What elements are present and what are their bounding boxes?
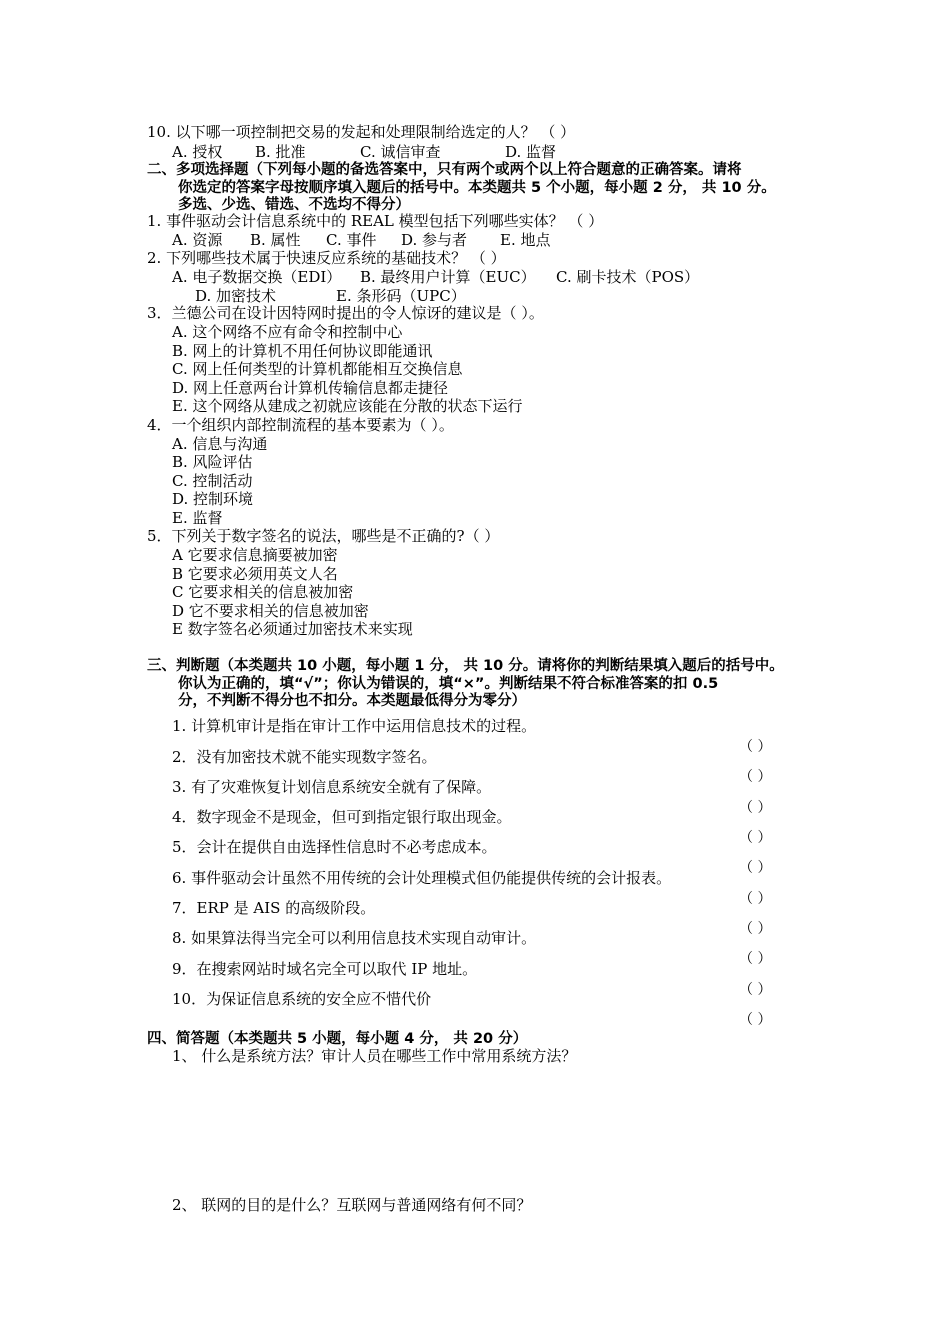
tf-answer-blank-6[interactable]: （ ）	[739, 891, 772, 907]
q10-option-b: B. 批准	[255, 143, 306, 161]
section-2-heading-line-3: 多选、少选、错选、不选均不得分）	[178, 197, 410, 213]
mc-question-2: 2. 下列哪些技术属于快速反应系统的基础技术？ （ ）	[147, 249, 506, 267]
mc5-option-c: C 它要求相关的信息被加密	[172, 583, 354, 601]
short-answer-question-2: 2、 联网的目的是什么？互联网与普通网络有何不同？	[172, 1196, 532, 1214]
mc1-option-c: C. 事件	[326, 231, 377, 249]
tf-item-7: 7．ERP 是 AIS 的高级阶段。	[172, 899, 376, 917]
tf-answer-blank-3[interactable]: （ ）	[739, 800, 772, 816]
tf-answer-blank-4[interactable]: （ ）	[739, 830, 772, 846]
mc4-option-d: D. 控制环境	[172, 490, 254, 508]
mc2-option-e: E. 条形码（UPC）	[336, 287, 466, 305]
mc4-option-b: B. 风险评估	[172, 453, 253, 471]
section-2-heading-line-2: 你选定的答案字母按顺序填入题后的括号中。本类题共 5 个小题，每小题 2 分， 共 10 分。	[178, 180, 776, 196]
tf-item-10: 10．为保证信息系统的安全应不惜代价	[172, 990, 432, 1008]
tf-item-8: 8. 如果算法得当完全可以利用信息技术实现自动审计。	[172, 929, 537, 947]
mc5-option-e: E 数字签名必须通过加密技术来实现	[172, 620, 413, 638]
tf-answer-blank-8[interactable]: （ ）	[739, 951, 772, 967]
q10-option-a: A. 授权	[172, 143, 223, 161]
mc1-option-a: A. 资源	[172, 231, 223, 249]
tf-item-6: 6. 事件驱动会计虽然不用传统的会计处理模式但仍能提供传统的会计报表。	[172, 869, 672, 887]
tf-item-1: 1. 计算机审计是指在审计工作中运用信息技术的过程。	[172, 717, 537, 735]
section-3-heading-line-3: 分，不判断不得分也不扣分。本类题最低得分为零分）	[178, 693, 526, 709]
tf-answer-blank-1[interactable]: （ ）	[739, 739, 772, 755]
mc2-option-b: B. 最终用户计算（EUC）	[360, 268, 536, 286]
section-4-heading: 四、简答题（本类题共 5 小题，每小题 4 分， 共 20 分）	[147, 1031, 528, 1047]
tf-answer-blank-5[interactable]: （ ）	[739, 860, 772, 876]
mc1-option-e: E. 地点	[500, 231, 551, 249]
tf-item-9: 9．在搜索网站时域名完全可以取代 IP 地址。	[172, 960, 478, 978]
mc2-option-d: D. 加密技术	[195, 287, 277, 305]
mc5-option-d: D 它不要求相关的信息被加密	[172, 602, 369, 620]
mc-question-1: 1. 事件驱动会计信息系统中的 REAL 模型包括下列哪些实体？ （ ）	[147, 212, 604, 230]
mc2-option-c: C. 刷卡技术（POS）	[556, 268, 700, 286]
short-answer-question-1: 1、 什么是系统方法？审计人员在哪些工作中常用系统方法？	[172, 1047, 577, 1065]
q10-option-d: D. 监督	[505, 143, 557, 161]
mc3-option-d: D. 网上任意两台计算机传输信息都走捷径	[172, 379, 449, 397]
mc2-option-a: A. 电子数据交换（EDI）	[172, 268, 342, 286]
tf-item-3: 3. 有了灾难恢复计划信息系统安全就有了保障。	[172, 778, 492, 796]
section-3-heading-line-1: 三、判断题（本类题共 10 小题，每小题 1 分， 共 10 分。请将你的判断结果填入题后的括号中。	[147, 658, 784, 674]
mc-question-5: 5．下列关于数字签名的说法，哪些是不正确的?（ ）	[147, 527, 500, 545]
tf-answer-blank-10[interactable]: （ ）	[739, 1012, 772, 1028]
tf-item-5: 5．会计在提供自由选择性信息时不必考虑成本。	[172, 838, 497, 856]
tf-item-4: 4．数字现金不是现金，但可到指定银行取出现金。	[172, 808, 512, 826]
tf-answer-blank-7[interactable]: （ ）	[739, 921, 772, 937]
mc4-option-a: A. 信息与沟通	[172, 435, 268, 453]
mc5-option-a: A 它要求信息摘要被加密	[172, 546, 338, 564]
mc4-option-e: E. 监督	[172, 509, 223, 527]
mc1-option-b: B. 属性	[250, 231, 301, 249]
mc-question-3: 3．兰德公司在设计因特网时提出的令人惊讶的建议是（ ）。	[147, 304, 544, 322]
q10-option-c: C. 诚信审查	[360, 143, 441, 161]
mc4-option-c: C. 控制活动	[172, 472, 253, 490]
mc-question-4: 4．一个组织内部控制流程的基本要素为（ ）。	[147, 416, 454, 434]
tf-item-2: 2．没有加密技术就不能实现数字签名。	[172, 748, 437, 766]
question-10: 10. 以下哪一项控制把交易的发起和处理限制给选定的人？ （ ）	[147, 123, 576, 141]
mc3-option-c: C. 网上任何类型的计算机都能相互交换信息	[172, 360, 463, 378]
section-3-heading-line-2: 你认为正确的，填“√”；你认为错误的，填“×”。判断结果不符合标准答案的扣 0.5	[178, 676, 719, 692]
mc3-option-b: B. 网上的计算机不用任何协议即能通讯	[172, 342, 433, 360]
mc3-option-e: E. 这个网络从建成之初就应该能在分散的状态下运行	[172, 397, 523, 415]
mc5-option-b: B 它要求必须用英文人名	[172, 565, 338, 583]
tf-answer-blank-9[interactable]: （ ）	[739, 982, 772, 998]
mc3-option-a: A. 这个网络不应有命令和控制中心	[172, 323, 403, 341]
mc1-option-d: D. 参与者	[401, 231, 468, 249]
tf-answer-blank-2[interactable]: （ ）	[739, 769, 772, 785]
section-2-heading-line-1: 二、多项选择题（下列每小题的备选答案中，只有两个或两个以上符合题意的正确答案。请将	[147, 162, 742, 178]
